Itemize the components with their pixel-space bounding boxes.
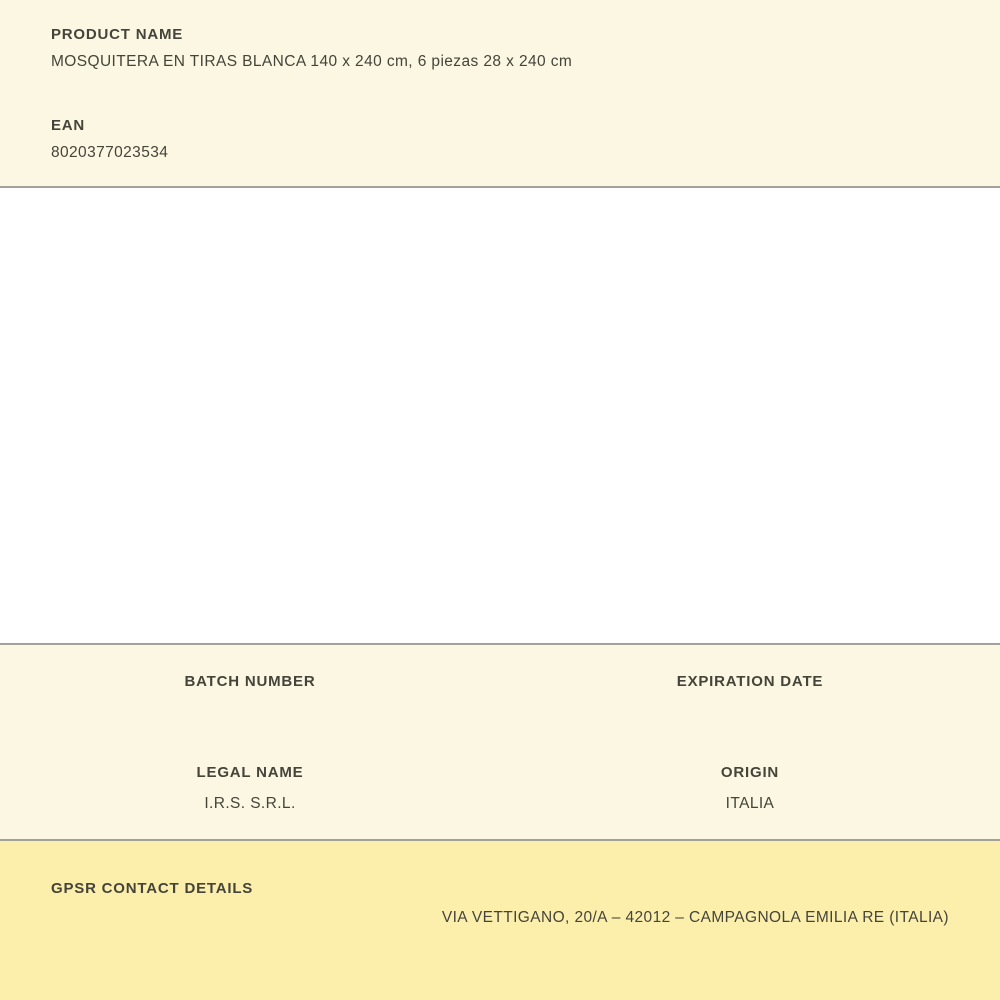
product-name-value: MOSQUITERA EN TIRAS BLANCA 140 x 240 cm, 6 piezas 28 x 240 cm — [51, 53, 573, 70]
origin-label: ORIGIN — [720, 764, 780, 781]
origin-value: ITALIA — [725, 795, 775, 812]
legal-name-cell — [0, 764, 500, 814]
expiration-date-label: EXPIRATION DATE — [676, 673, 824, 690]
details-row-2 — [0, 764, 1000, 814]
product-header-section — [0, 0, 1000, 188]
ean-block — [51, 117, 949, 163]
details-section — [0, 645, 1000, 841]
legal-name-value: I.R.S. S.R.L. — [204, 795, 296, 812]
batch-number-cell — [0, 673, 500, 704]
details-row-1 — [0, 673, 1000, 704]
legal-name-label: LEGAL NAME — [196, 764, 304, 781]
ean-label: EAN — [51, 116, 86, 134]
product-name-label: PRODUCT NAME — [51, 26, 184, 43]
gpsr-contact-section — [0, 841, 1000, 1000]
expiration-date-cell — [500, 673, 1000, 704]
origin-cell — [500, 764, 1000, 814]
empty-content-area — [0, 188, 1000, 645]
gpsr-address: VIA VETTIGANO, 20/A – 42012 – CAMPAGNOLA EMILIA RE (ITALIA) — [441, 909, 949, 926]
ean-value: 8020377023534 — [51, 143, 169, 161]
batch-number-label: BATCH NUMBER — [184, 673, 316, 690]
gpsr-contact-label: GPSR CONTACT DETAILS — [51, 880, 254, 897]
